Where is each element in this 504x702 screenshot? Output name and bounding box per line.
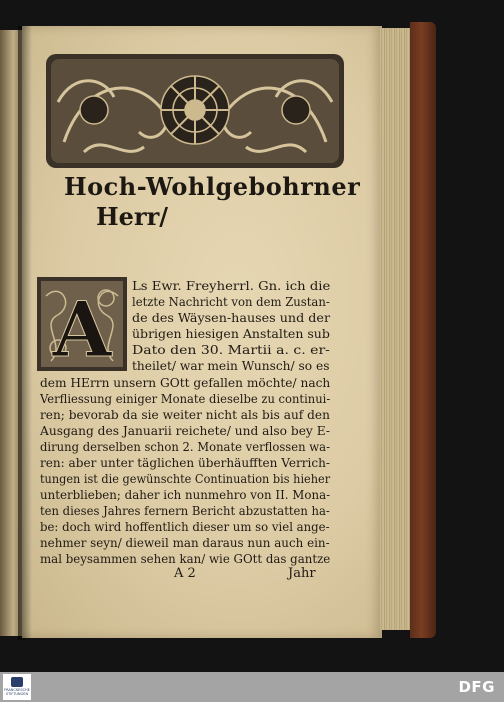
text-line: be: doch wird hoffentlich dieser um so viel ange- (40, 519, 330, 534)
text-line: de des Wäysen-hauses und der (132, 310, 331, 325)
text-line: ten dieses Jahres fernern Bericht abzustatten ha- (40, 503, 330, 518)
viewer-footer-bar (0, 672, 504, 702)
text-line: ren: aber unter täglichen überhäufften Verrich- (40, 455, 330, 470)
spine-shadow (18, 26, 32, 640)
catchword: Jahr (288, 566, 316, 581)
text-line: dem HErrn unsern GOtt gefallen möchte/ nach (40, 375, 331, 390)
text-line: Verfliessung einiger Monate dieselbe zu continui- (40, 391, 331, 406)
text-line: unterblieben; daher ich nunmehro von II. Mona- (40, 487, 331, 502)
text-line: Ausgang des Januarii reichete/ und also bey E- (40, 423, 331, 438)
salutation-line-2: Herr/ (96, 202, 168, 231)
logo-emblem-icon (11, 677, 23, 687)
logo-text: FRANCKESCHE STIFTUNGEN (4, 688, 30, 696)
dfg-logo[interactable]: DFG (458, 678, 495, 696)
text-line: Dato den 30. Martii a. c. er- (132, 342, 330, 357)
institution-logo[interactable] (3, 674, 31, 700)
text-line: ren; bevorab da sie weiter nicht als bis auf den (40, 407, 330, 422)
text-line: dirung derselben schon 2. Monate verflossen wa- (40, 439, 330, 454)
text-line: letzte Nachricht von dem Zustan- (132, 294, 330, 309)
salutation-line-1: Hoch-Wohlgebohrner (64, 172, 361, 201)
text-line: nehmer seyn/ dieweil man daraus nun auch ein- (40, 535, 330, 550)
book-cover (410, 22, 436, 638)
decorated-initial (36, 276, 128, 372)
signature-mark: A 2 (174, 566, 196, 581)
headpiece-ornament (44, 52, 346, 170)
text-line: theilet/ war mein Wunsch/ so es (132, 358, 330, 373)
text-line: tungen ist die gewünschte Continuation bis hieher (40, 471, 331, 486)
text-line: Ls Ewr. Freyherrl. Gn. ich die (132, 278, 331, 293)
text-line: übrigen hiesigen Anstalten sub (132, 326, 330, 341)
text-line: mal beysammen sehen kan/ wie GOtt das gantze (40, 551, 331, 566)
initial-letter: A (52, 285, 112, 372)
page-edges (380, 28, 414, 630)
